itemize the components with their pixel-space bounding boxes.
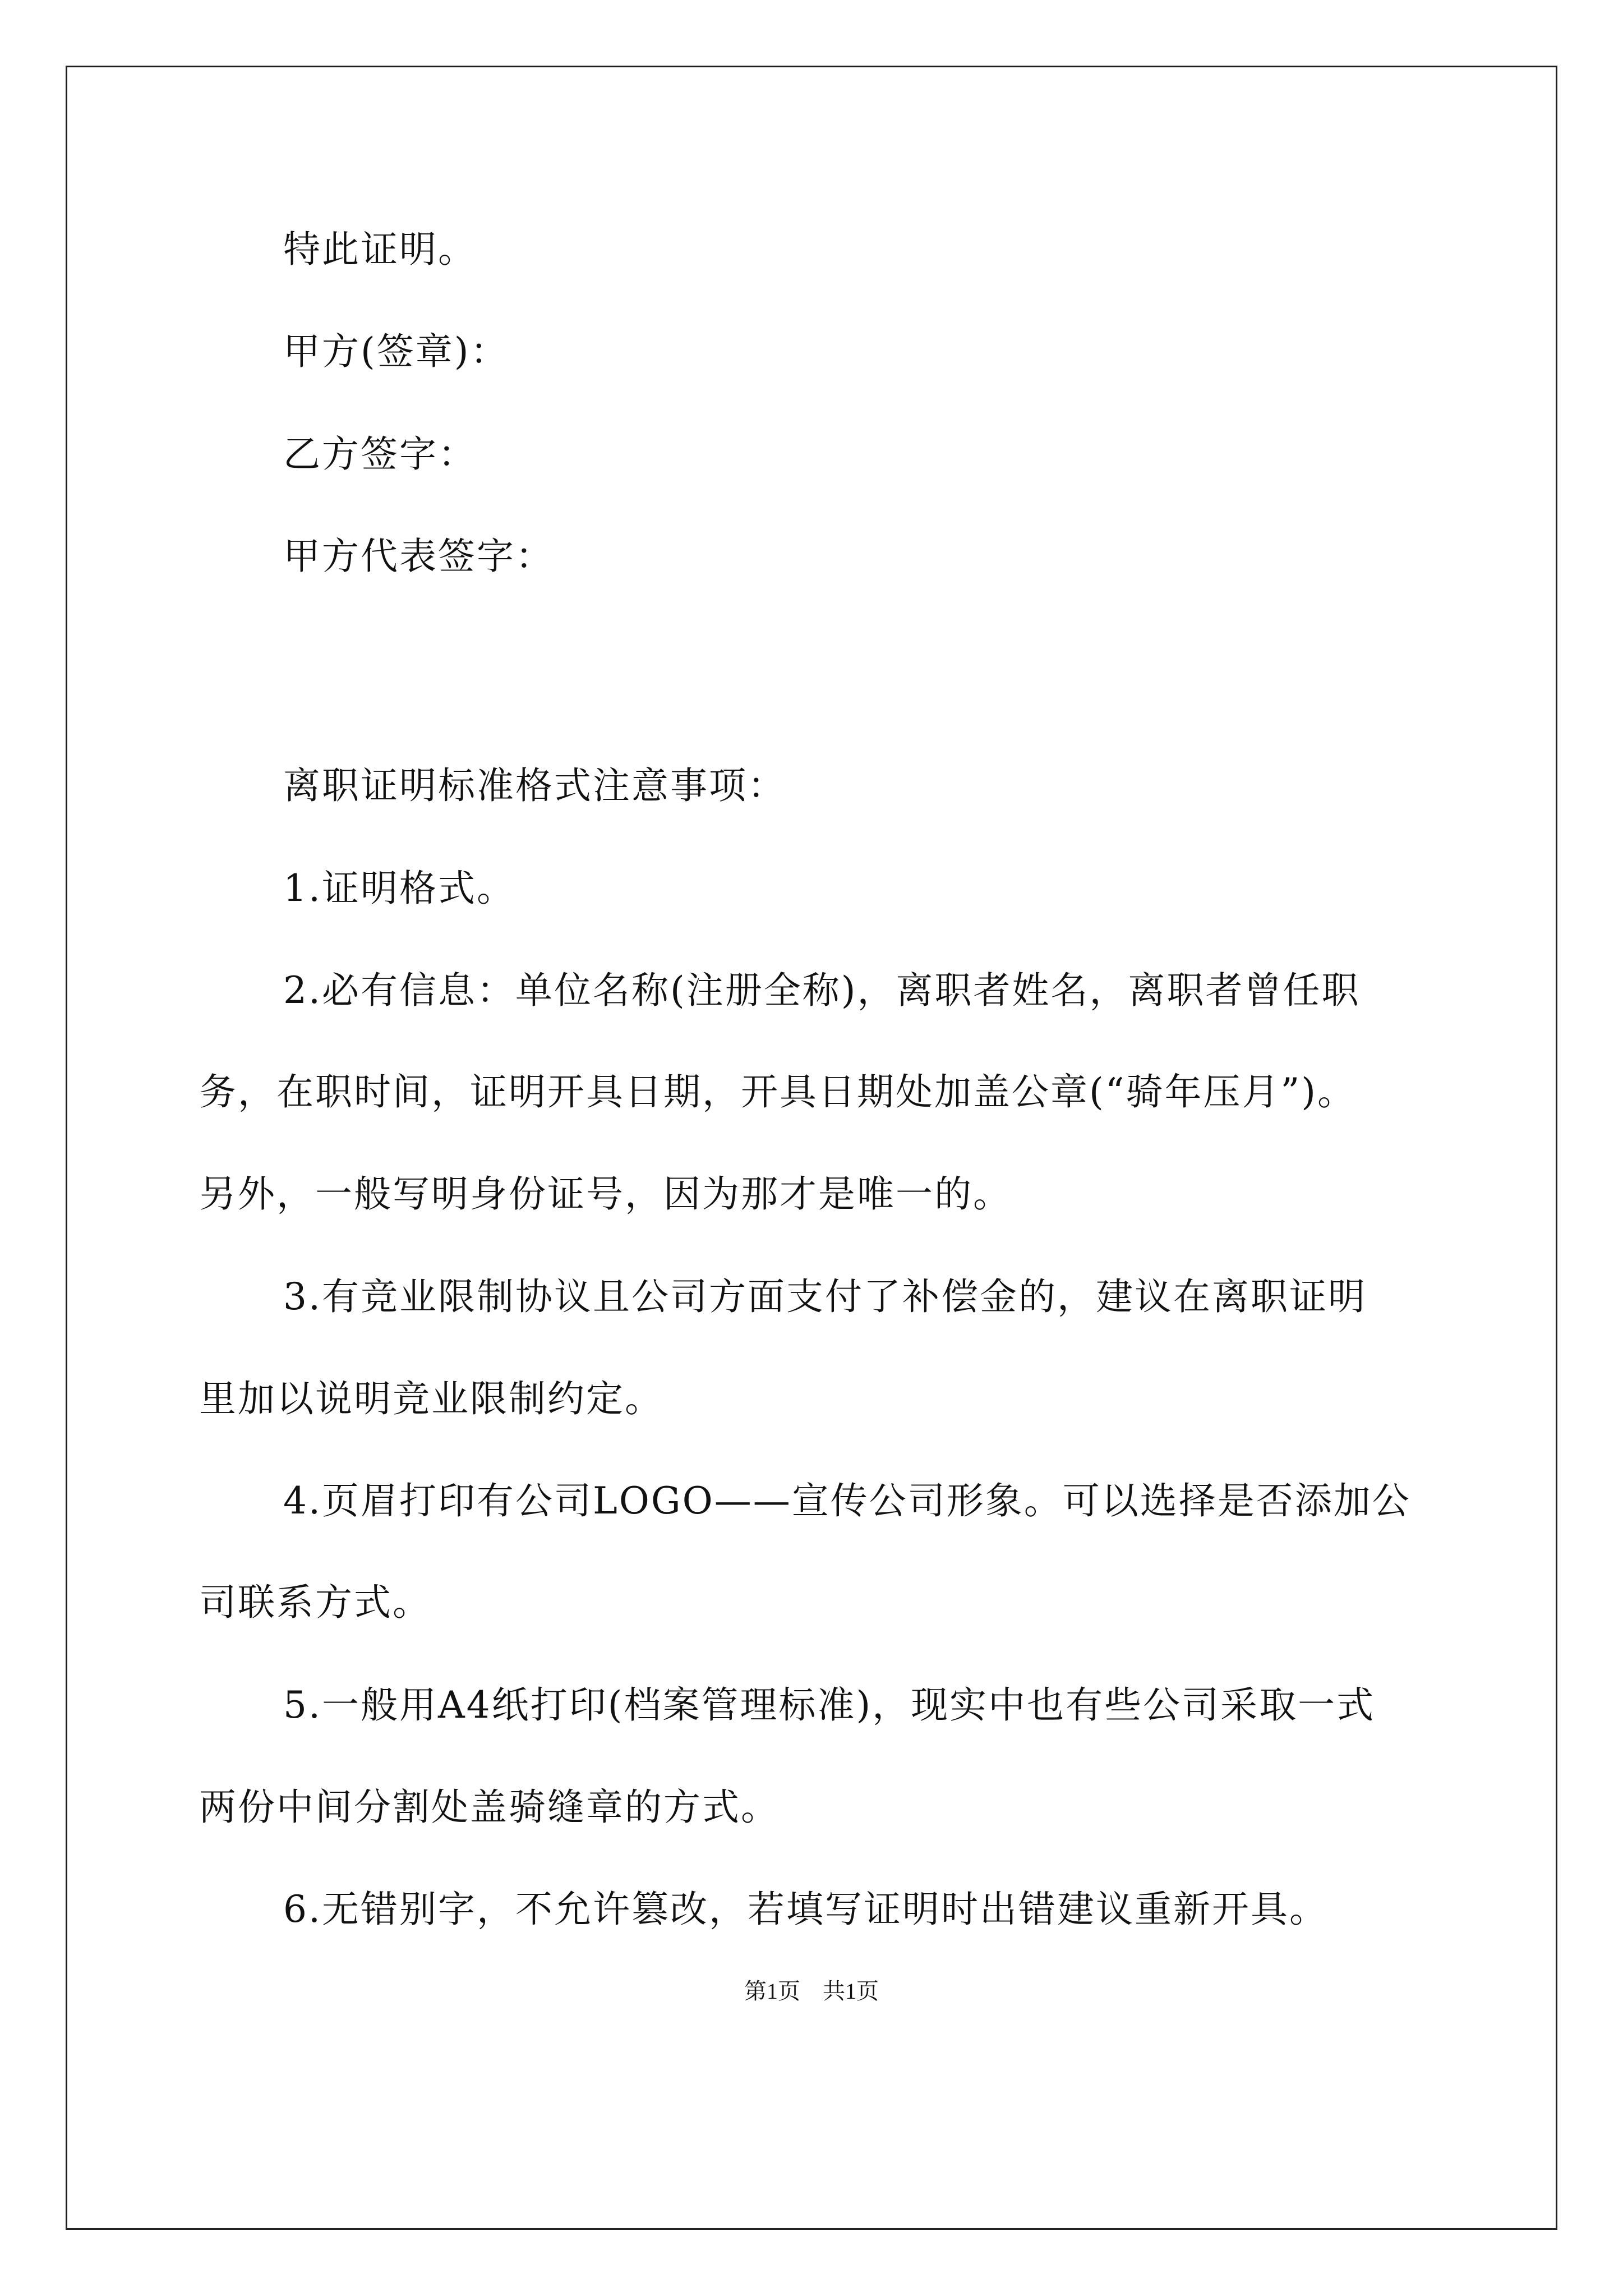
note-1: 1.证明格式。 [283, 867, 515, 910]
note-2-line-3: 另外，一般写明身份证号，因为那才是唯一的。 [199, 1172, 1012, 1216]
note-3-line-1: 3.有竞业限制协议且公司方面支付了补偿金的，建议在离职证明 [283, 1275, 1367, 1318]
certification-statement: 特此证明。 [283, 228, 477, 271]
note-2-line-1: 2.必有信息：单位名称(注册全称)，离职者姓名，离职者曾任职 [283, 969, 1361, 1012]
note-6: 6.无错别字，不允许篡改，若填写证明时出错建议重新开具。 [283, 1888, 1328, 1931]
party-b-signature-label: 乙方签字： [283, 432, 477, 476]
note-5-line-2: 两份中间分割处盖骑缝章的方式。 [199, 1786, 780, 1829]
note-5-line-1: 5.一般用A4纸打印(档案管理标准)，现实中也有些公司采取一式 [283, 1683, 1376, 1727]
note-2-line-2: 务，在职时间，证明开具日期，开具日期处加盖公章(“骑年压月”)。 [199, 1070, 1356, 1114]
page-number-footer: 第1页 共1页 [744, 1978, 879, 2004]
party-a-seal-label: 甲方(签章)： [283, 330, 509, 373]
party-a-representative-label: 甲方代表签字： [283, 535, 554, 578]
note-4-line-1: 4.页眉打印有公司LOGO——宣传公司形象。可以选择是否添加公 [283, 1479, 1411, 1522]
note-4-line-2: 司联系方式。 [199, 1581, 431, 1624]
note-3-line-2: 里加以说明竞业限制约定。 [199, 1377, 663, 1420]
notes-heading: 离职证明标准格式注意事项： [283, 764, 786, 807]
